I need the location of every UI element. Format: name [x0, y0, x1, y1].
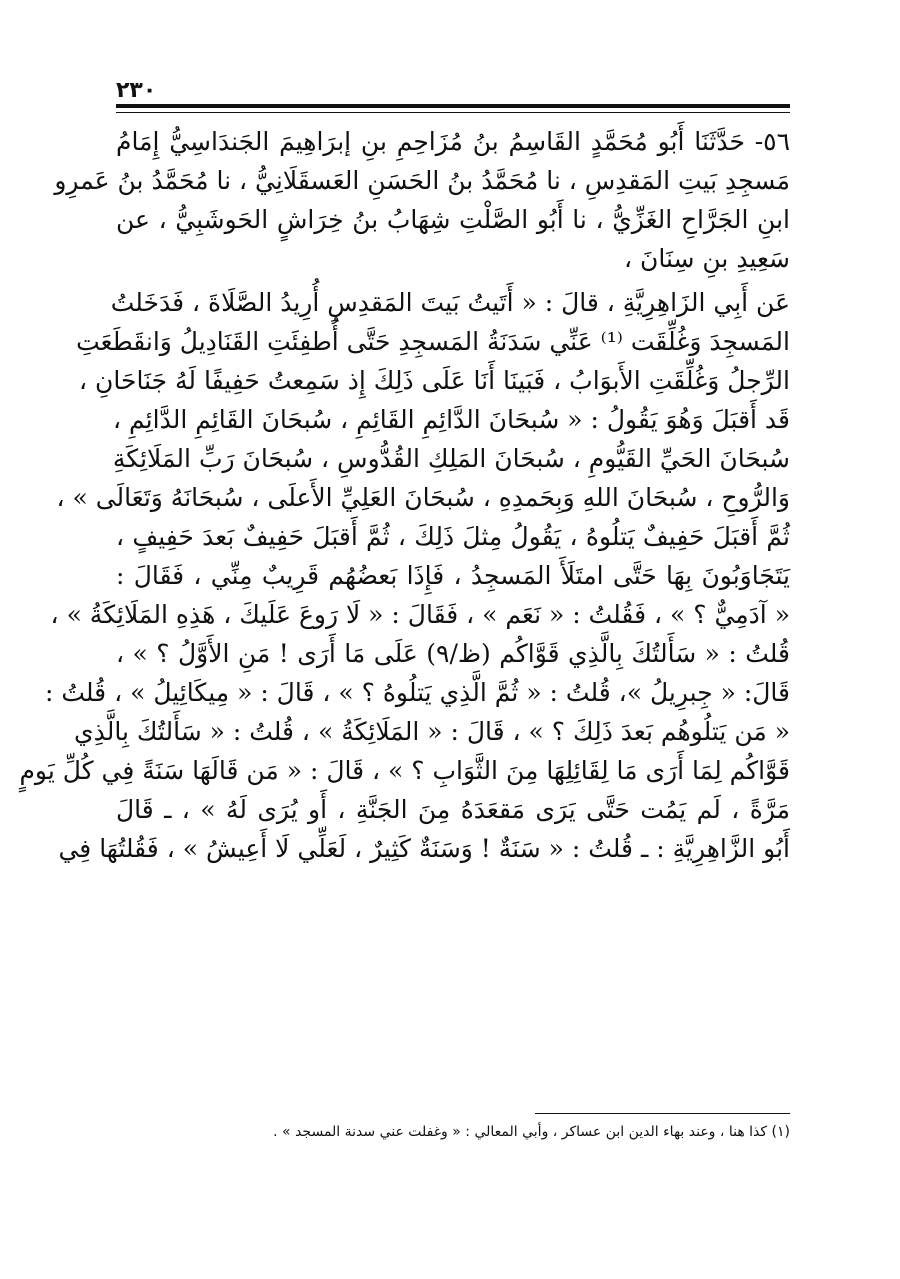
text-line: « آدَمِيٌّ ؟ » ، فَقُلتُ : « نَعَم » ، فَقَالَ : « لَا رَوعَ عَلَيكَ ، هَذِهِ المَلَائِكَةُ » ،: [50, 600, 790, 629]
text-line: يَتَجَاوَبُونَ بِهَا حَتَّى امتَلَأَ المَسجِدُ ، فَإِذَا بَعضُهُم قَرِيبٌ مِنِّي ، فَقَالَ :: [116, 561, 790, 590]
text-line: قُلتُ : « سَأَلتُكَ بِالَّذِي قَوَّاكُم (ظ/٩) عَلَى مَا أَرَى ! مَنِ الأَوَّلُ ؟ » ،: [116, 639, 790, 668]
text-line: قَالَ: « جِبرِيلُ »، قُلتُ : « ثُمَّ الَّذِي يَتلُوهُ ؟ » ، قَالَ : « مِيكَائِيلُ » ، قُلتُ :: [44, 678, 790, 707]
text-line: سَعِيدِ بنِ سِنَانَ ،: [623, 244, 790, 273]
header-rule-thin: [116, 112, 790, 113]
text-line: عَن أَبِي الزَاهِرِيَّةِ ، قالَ : « أَتَيتُ بَيتَ المَقدِسِ أُرِيدُ الصَّلَاةَ ، فَدَخَلتُ: [110, 288, 790, 317]
body-text: [19, 122, 790, 868]
text-line: « مَن يَتلُوهُم بَعدَ ذَلِكَ ؟ » ، قَالَ : « المَلَائِكَةُ » ، قُلتُ : « سَأَلتُكَ بِالَّذِي: [74, 717, 790, 746]
text-line: ابنِ الجَرَّاحِ الغَزِّيُّ ، نا أَبُو الصَّلْتِ شِهَابُ بنُ خِرَاشٍ الحَوشَبِيُّ ، عن: [116, 205, 790, 234]
header-rule-thick: [116, 104, 790, 108]
text-line: أَبُو الزَّاهِرِيَّةِ : ـ قُلتُ : « سَنَةٌ ! وَسَنَةٌ كَثِيرٌ ، لَعَلِّي لَا أَعِيشُ » ، فَقُلتُهَا فِي: [58, 834, 790, 863]
text-line: مَسجِدِ بَيتِ المَقدِسِ ، نا مُحَمَّدُ بنُ الحَسَنِ العَسقَلَانِيُّ ، نا مُحَمَّدُ بنُ عَمرِو: [54, 166, 790, 195]
text-line: سُبحَانَ الحَيِّ القَيُّومِ ، سُبحَانَ المَلِكِ القُدُّوسِ ، سُبحَانَ رَبِّ المَلَائِكَةِ: [112, 444, 790, 473]
footnote: (١) كذا هنا ، وعند بهاء الدين ابن عساكر ، وأبي المعالي : « وغفلت عني سدنة المسجد » .: [273, 1124, 790, 1140]
page-number: ٢٣٠: [116, 78, 157, 103]
text-line: ثُمَّ أَقبَلَ حَفِيفٌ يَتلُوهُ ، يَقُولُ مِثلَ ذَلِكَ ، ثُمَّ أَقبَلَ حَفِيفٌ بَعدَ حَفِيفٍ ،: [116, 522, 790, 551]
text-line: مَرَّةً ، لَم يَمُت حَتَّى يَرَى مَقعَدَهُ مِنَ الجَنَّةِ ، أَو يُرَى لَهُ » ، ـ قَالَ: [116, 795, 790, 824]
text-line: الرِّجلُ وَغُلِّقَتِ الأَبوَابُ ، فَبَينَا أَنَا عَلَى ذَلِكَ إِذ سَمِعتُ حَفِيفًا لَهُ جَنَاحَانِ ،: [79, 366, 790, 395]
text-line: قَوَّاكُم لِمَا أَرَى مَا لِقَائِلِهَا مِنَ الثَّوَابِ ؟ » ، قَالَ : « مَن قَالَهَا سَنَةً فِي كُلِّ يَومٍ: [19, 756, 790, 785]
text-line: وَالرُّوحِ ، سُبحَانَ اللهِ وَبِحَمدِهِ ، سُبحَانَ العَلِيِّ الأَعلَى ، سُبحَانَهُ وَتَعَالَى » ،: [56, 483, 790, 512]
text-line: قَد أَقبَلَ وَهُوَ يَقُولُ : « سُبحَانَ الدَّائِمِ القَائِمِ ، سُبحَانَ القَائِمِ الدَّائِمِ ،: [113, 405, 790, 434]
footnote-rule: [535, 1113, 790, 1114]
text-line: المَسجِدَ وَغُلِّقَت ⁽¹⁾ عَنِّي سَدَنَةُ المَسجِدِ حَتَّى أُطفِئَتِ القَنَادِيلُ وَانقَطَعَتِ: [76, 327, 790, 356]
text-line: ٥٦- حَدَّثَنَا أَبُو مُحَمَّدٍ القَاسِمُ بنُ مُزَاحِمِ بنِ إبرَاهِيمَ الجَندَاسِيُّ إِمَامُ: [116, 127, 790, 156]
